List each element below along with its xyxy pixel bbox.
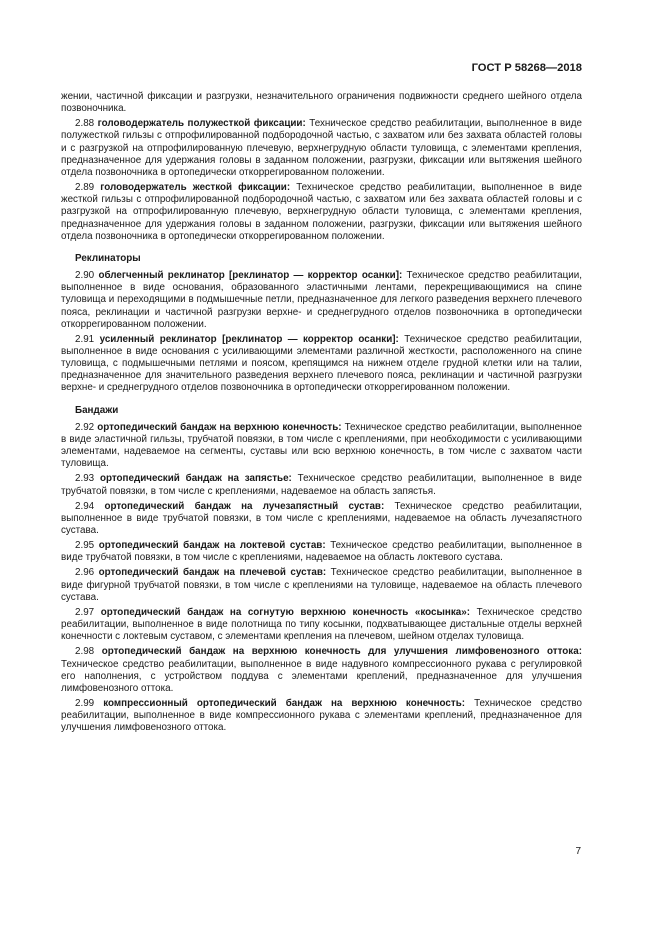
item-number: 2.90 <box>75 270 95 282</box>
definition-text: Техническое средство реабилитации, выполненное в виде трубчатой повязки, в том числе с креплениями, надеваемое на область локтевого сустава. <box>61 540 582 564</box>
definition-text: Техническое средство реабилитации, выполненное в виде основания, образованного эластичными лентами, перекрещивающимися на спине туловища и переходящими в подмышечные петли, предназначенное для легкого разведения верхнего плечевого пояса, реклинации и частичной разгрузки верхне- и среднегрудного отделов позвоночника в ортопедически откоррегированном положении. <box>61 270 582 330</box>
page-number: 7 <box>575 846 581 857</box>
term: головодержатель жесткой фиксации: <box>100 182 291 194</box>
item-number: 2.92 <box>75 421 95 433</box>
definition-text: Техническое средство реабилитации, выполненное в виде надувного компрессионного рукава с регулировкой его наполнения, с устройством поддува с элементами креплений, предназначенное для улучшения лимфовенозного оттока. <box>61 658 582 694</box>
definition-text: Техническое средство реабилитации, выполненное в виде эластичной гильзы, трубчатой повязки, в том числе с креплениями, при необходимости с усиливающими элементами, надеваемое на сегменты, суставы или всю верхнюю конечность, в том числе с захватом части туловища. <box>61 421 582 470</box>
definition-item <box>61 540 582 564</box>
section-heading: Бандажи <box>75 404 119 416</box>
item-number: 2.93 <box>75 473 95 485</box>
definition-text: Техническое средство реабилитации, выполненное в виде основания с усиливающими элементами различной жесткости, расположенного на спине туловища, с подмышечными петлями и поясом, крепящимся на нижнем отделе грудной клетки или на талии, предназначенное для значительного разведения верхнего плечевого пояса, реклинации и частичной разгрузки верхне- и среднегрудного отделов позвоночника в ортопедически откоррегированном положении. <box>61 333 582 394</box>
definition-text: Техническое средство реабилитации, выполненное в виде фигурной трубчатой повязки, в том числе с креплениями на туловище, надеваемое на область плечевого сустава. <box>61 567 582 603</box>
term: ортопедический бандаж на запястье: <box>99 473 292 485</box>
definition-text: Техническое средство реабилитации, выполненное в виде полужесткой гильзы с отпрофилированной подбородочной частью, с захватом или без захвата областей головы и с разгрузкой на отпрофилированную плечевую, верхнегрудную области туловища, с элементами крепления, предназначенное для удержания головы в заданном положении, разгрузки, фиксации или вытяжения шейного отдела позвоночника в ортопедически откоррегированном положении. <box>61 118 582 178</box>
definition-item <box>61 501 582 537</box>
term: усиленный реклинатор [реклинатор — корректор осанки]: <box>99 333 399 345</box>
item-number: 2.94 <box>75 500 95 512</box>
definition-item <box>61 182 582 243</box>
definition-item <box>61 334 582 395</box>
definition-item <box>61 422 582 471</box>
item-number: 2.99 <box>75 698 95 710</box>
definition-item <box>61 567 582 603</box>
term: облегченный реклинатор [реклинатор — корректор осанки]: <box>98 270 403 282</box>
definition-text: Техническое средство реабилитации, выполненное в виде трубчатой повязки, в том числе с креплениями, надеваемое на область запястья. <box>61 473 582 497</box>
term: ортопедический бандаж на согнутую верхнюю конечность «косынка»: <box>100 606 471 618</box>
item-number: 2.98 <box>75 646 95 658</box>
definition-item <box>61 270 582 331</box>
document-standard-header: ГОСТ Р 58268—2018 <box>471 62 582 74</box>
definition-item <box>61 646 582 695</box>
definition-text: Техническое средство реабилитации, выполненное в виде компрессионного рукава с элементами креплений, предназначенное для улучшения лимфовенозного оттока. <box>61 698 582 734</box>
item-number: 2.95 <box>75 540 95 552</box>
term: компрессионный ортопедический бандаж на верхнюю конечность: <box>103 698 466 710</box>
term: ортопедический бандаж на лучезапястный сустав: <box>104 500 385 512</box>
item-number: 2.97 <box>75 606 95 618</box>
definition-text: Техническое средство реабилитации, выполненное в виде жесткой гильзы с отпрофилированной подбородочной частью, с захватом или без захвата областей головы и с разгрузкой на отпрофилированную плечевую, верхнегрудную области туловища, с элементами крепления, предназначенное для удержания головы в заданном положении, разгрузки, фиксации или вытяжения шейного отдела позвоночника в ортопедически откоррегированном положении. <box>61 182 582 242</box>
item-number: 2.96 <box>75 567 95 579</box>
definition-text: Техническое средство реабилитации, выполненное в виде трубчатой повязки, в том числе с креплениями, надеваемое на область лучезапястного сустава. <box>61 500 582 536</box>
item-number: 2.91 <box>75 333 95 345</box>
intro-continuation: жении, частичной фиксации и разгрузки, незначительного ограничения подвижности среднего шейного отдела позвоночника. <box>61 91 582 115</box>
term: ортопедический бандаж на плечевой сустав: <box>98 567 327 579</box>
definition-item <box>61 607 582 643</box>
definition-item <box>61 473 582 497</box>
sections-container <box>61 118 582 734</box>
item-number: 2.89 <box>75 182 95 194</box>
definition-item <box>61 698 582 734</box>
definition-text: Техническое средство реабилитации, выполненное в виде полотнища по типу косынки, подхватывающее дистальные отделы верхней конечности с локтевым суставом, с элементами крепления на плечевом, шейном отделах туловища. <box>61 606 582 643</box>
term: ортопедический бандаж на локтевой сустав: <box>98 540 326 552</box>
item-number: 2.88 <box>75 118 95 130</box>
document-body <box>61 91 582 738</box>
section-heading: Реклинаторы <box>75 252 141 264</box>
term: ортопедический бандаж на верхнюю конечность для улучшения лимфовенозного оттока: <box>101 646 582 658</box>
term: головодержатель полужесткой фиксации: <box>97 118 306 130</box>
definition-item <box>61 118 582 179</box>
term: ортопедический бандаж на верхнюю конечность: <box>97 421 342 433</box>
